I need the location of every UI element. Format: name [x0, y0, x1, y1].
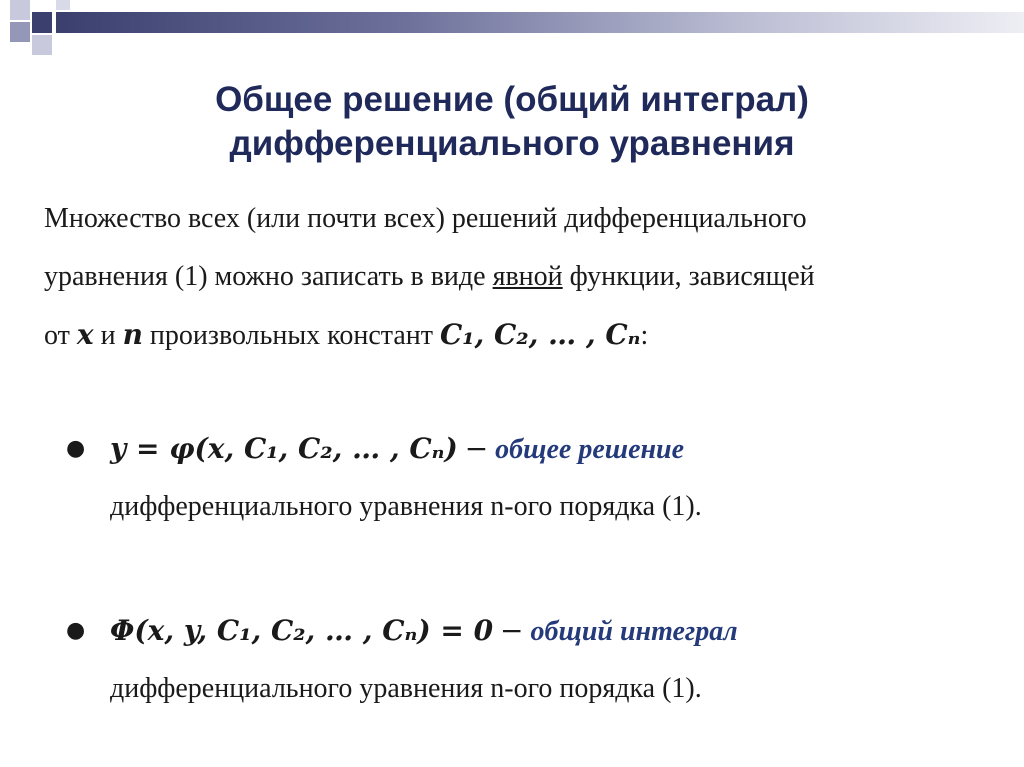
- deco-square-2: [32, 12, 52, 33]
- bullet-1-line-2: дифференциального уравнения n-ого порядка (1).: [110, 491, 702, 522]
- var-x: x: [76, 318, 94, 351]
- bullet-1-line-1: [66, 420, 966, 478]
- constants-list: C₁, C₂, … , Cₙ: [439, 318, 641, 351]
- var-n: n: [122, 318, 143, 351]
- intro-line-2: [44, 248, 994, 306]
- intro-colon: :: [640, 320, 649, 351]
- intro-line-2-b: функции, зависящей: [569, 261, 815, 292]
- bullet-dot-icon: ●: [66, 618, 86, 643]
- title-line-1: Общее решение (общий интеграл): [215, 80, 809, 119]
- formula-general-solution: y = φ(x, C₁, C₂, … , Cₙ): [110, 432, 458, 465]
- deco-square-3: [10, 22, 30, 42]
- deco-square-5: [56, 0, 70, 10]
- bullet-general-solution: [66, 420, 966, 536]
- intro-line-3-c: произвольных констант: [149, 320, 433, 351]
- deco-square-1: [10, 0, 30, 20]
- intro-line-3-a: от: [44, 320, 70, 351]
- intro-line-3: [44, 306, 994, 364]
- bullet-2-line-1: [66, 602, 966, 660]
- dash: −: [464, 432, 489, 465]
- intro-paragraph: [44, 190, 994, 364]
- bullet-dot-icon: ●: [66, 436, 86, 461]
- intro-underlined-word: явной: [492, 261, 563, 292]
- deco-square-4: [32, 35, 52, 55]
- intro-line-1: Множество всех (или почти всех) решений дифференциального: [44, 203, 807, 234]
- term-general-integral: общий интеграл: [530, 616, 738, 647]
- term-general-solution: общее решение: [495, 434, 685, 465]
- slide-title: [0, 78, 1024, 166]
- header-bar: [56, 12, 1024, 33]
- title-line-2: дифференциального уравнения: [229, 124, 795, 163]
- bullet-2-line-2: дифференциального уравнения n-ого порядка (1).: [110, 673, 702, 704]
- intro-line-2-a: уравнения (1) можно записать в виде: [44, 261, 486, 292]
- dash: −: [500, 614, 524, 647]
- formula-general-integral: Φ(x, y, C₁, C₂, … , Cₙ) = 0: [110, 614, 494, 647]
- bullet-general-integral: [66, 602, 966, 718]
- intro-line-3-b: и: [100, 320, 116, 351]
